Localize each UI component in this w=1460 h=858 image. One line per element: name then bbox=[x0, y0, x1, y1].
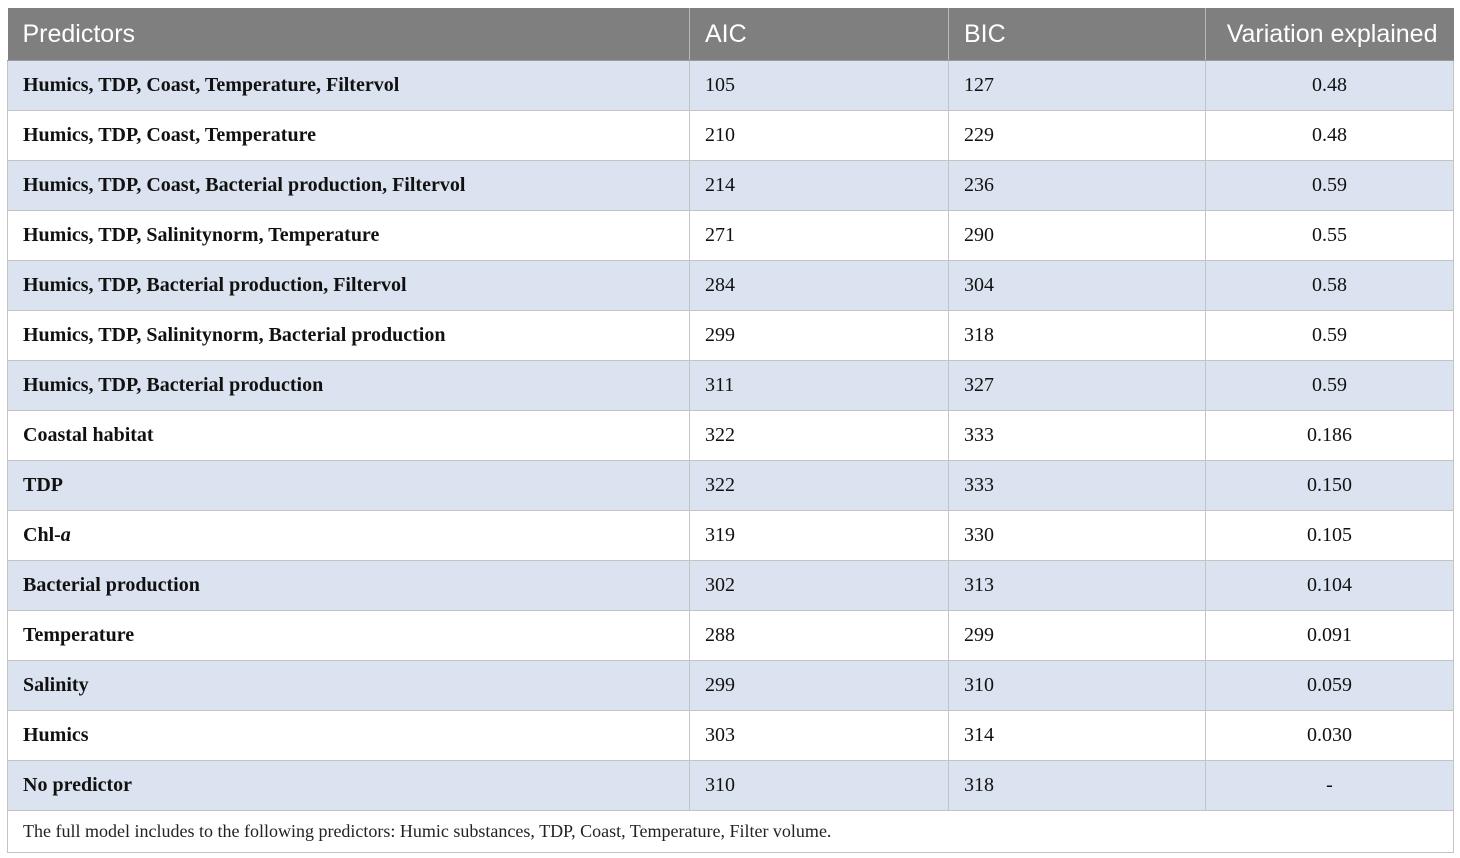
cell-variation: 0.059 bbox=[1206, 661, 1454, 711]
cell-bic: 318 bbox=[949, 311, 1206, 361]
cell-bic: 313 bbox=[949, 561, 1206, 611]
table-row bbox=[8, 511, 1454, 561]
cell-bic: 318 bbox=[949, 761, 1206, 811]
cell-variation: 0.59 bbox=[1206, 161, 1454, 211]
cell-predictor: Salinity bbox=[8, 661, 690, 711]
header-variation-explained: Variation explained bbox=[1206, 8, 1454, 61]
model-selection-table-container bbox=[7, 8, 1453, 853]
cell-aic: 210 bbox=[690, 111, 949, 161]
cell-aic: 310 bbox=[690, 761, 949, 811]
cell-predictor: Humics, TDP, Salinitynorm, Temperature bbox=[8, 211, 690, 261]
cell-variation: 0.48 bbox=[1206, 111, 1454, 161]
cell-bic: 299 bbox=[949, 611, 1206, 661]
cell-variation: 0.150 bbox=[1206, 461, 1454, 511]
cell-variation: 0.59 bbox=[1206, 311, 1454, 361]
cell-predictor: Humics, TDP, Bacterial production, Filtervol bbox=[8, 261, 690, 311]
cell-bic: 310 bbox=[949, 661, 1206, 711]
table-row bbox=[8, 661, 1454, 711]
cell-aic: 288 bbox=[690, 611, 949, 661]
cell-predictor: TDP bbox=[8, 461, 690, 511]
cell-predictor: Humics, TDP, Salinitynorm, Bacterial production bbox=[8, 311, 690, 361]
cell-variation: 0.55 bbox=[1206, 211, 1454, 261]
table-row bbox=[8, 111, 1454, 161]
cell-variation: 0.105 bbox=[1206, 511, 1454, 561]
cell-variation: 0.59 bbox=[1206, 361, 1454, 411]
cell-variation: 0.58 bbox=[1206, 261, 1454, 311]
cell-bic: 127 bbox=[949, 61, 1206, 111]
cell-bic: 314 bbox=[949, 711, 1206, 761]
header-aic: AIC bbox=[690, 8, 949, 61]
header-predictors: Predictors bbox=[8, 8, 690, 61]
cell-bic: 229 bbox=[949, 111, 1206, 161]
table-row bbox=[8, 711, 1454, 761]
table-row bbox=[8, 761, 1454, 811]
table-row bbox=[8, 211, 1454, 261]
footnote-row bbox=[8, 811, 1454, 853]
cell-aic: 322 bbox=[690, 461, 949, 511]
cell-variation: 0.030 bbox=[1206, 711, 1454, 761]
table-row bbox=[8, 561, 1454, 611]
header-bic: BIC bbox=[949, 8, 1206, 61]
cell-variation: 0.48 bbox=[1206, 61, 1454, 111]
cell-aic: 303 bbox=[690, 711, 949, 761]
cell-predictor: Chl-a bbox=[8, 511, 690, 561]
cell-aic: 214 bbox=[690, 161, 949, 211]
cell-predictor: Humics, TDP, Coast, Temperature, Filtervol bbox=[8, 61, 690, 111]
cell-aic: 105 bbox=[690, 61, 949, 111]
cell-predictor: No predictor bbox=[8, 761, 690, 811]
cell-aic: 284 bbox=[690, 261, 949, 311]
table-footnote: The full model includes to the following predictors: Humic substances, TDP, Coast, Temperature, Filter volume. bbox=[8, 811, 1454, 853]
cell-aic: 311 bbox=[690, 361, 949, 411]
cell-aic: 299 bbox=[690, 311, 949, 361]
cell-predictor: Temperature bbox=[8, 611, 690, 661]
cell-aic: 319 bbox=[690, 511, 949, 561]
model-selection-table bbox=[7, 8, 1454, 853]
cell-variation: 0.104 bbox=[1206, 561, 1454, 611]
cell-bic: 304 bbox=[949, 261, 1206, 311]
table-row bbox=[8, 461, 1454, 511]
table-row bbox=[8, 261, 1454, 311]
table-row bbox=[8, 311, 1454, 361]
table-row bbox=[8, 611, 1454, 661]
table-row bbox=[8, 361, 1454, 411]
cell-aic: 322 bbox=[690, 411, 949, 461]
cell-bic: 290 bbox=[949, 211, 1206, 261]
cell-predictor: Humics, TDP, Coast, Bacterial production, Filtervol bbox=[8, 161, 690, 211]
cell-bic: 327 bbox=[949, 361, 1206, 411]
table-row bbox=[8, 61, 1454, 111]
cell-predictor: Bacterial production bbox=[8, 561, 690, 611]
table-row bbox=[8, 411, 1454, 461]
cell-predictor: Humics, TDP, Coast, Temperature bbox=[8, 111, 690, 161]
cell-bic: 333 bbox=[949, 411, 1206, 461]
cell-aic: 299 bbox=[690, 661, 949, 711]
cell-variation: 0.091 bbox=[1206, 611, 1454, 661]
cell-predictor: Coastal habitat bbox=[8, 411, 690, 461]
cell-bic: 330 bbox=[949, 511, 1206, 561]
table-row bbox=[8, 161, 1454, 211]
cell-aic: 302 bbox=[690, 561, 949, 611]
cell-predictor: Humics, TDP, Bacterial production bbox=[8, 361, 690, 411]
cell-variation: 0.186 bbox=[1206, 411, 1454, 461]
cell-bic: 236 bbox=[949, 161, 1206, 211]
header-row bbox=[8, 8, 1454, 61]
cell-predictor: Humics bbox=[8, 711, 690, 761]
cell-variation: - bbox=[1206, 761, 1454, 811]
cell-bic: 333 bbox=[949, 461, 1206, 511]
cell-aic: 271 bbox=[690, 211, 949, 261]
